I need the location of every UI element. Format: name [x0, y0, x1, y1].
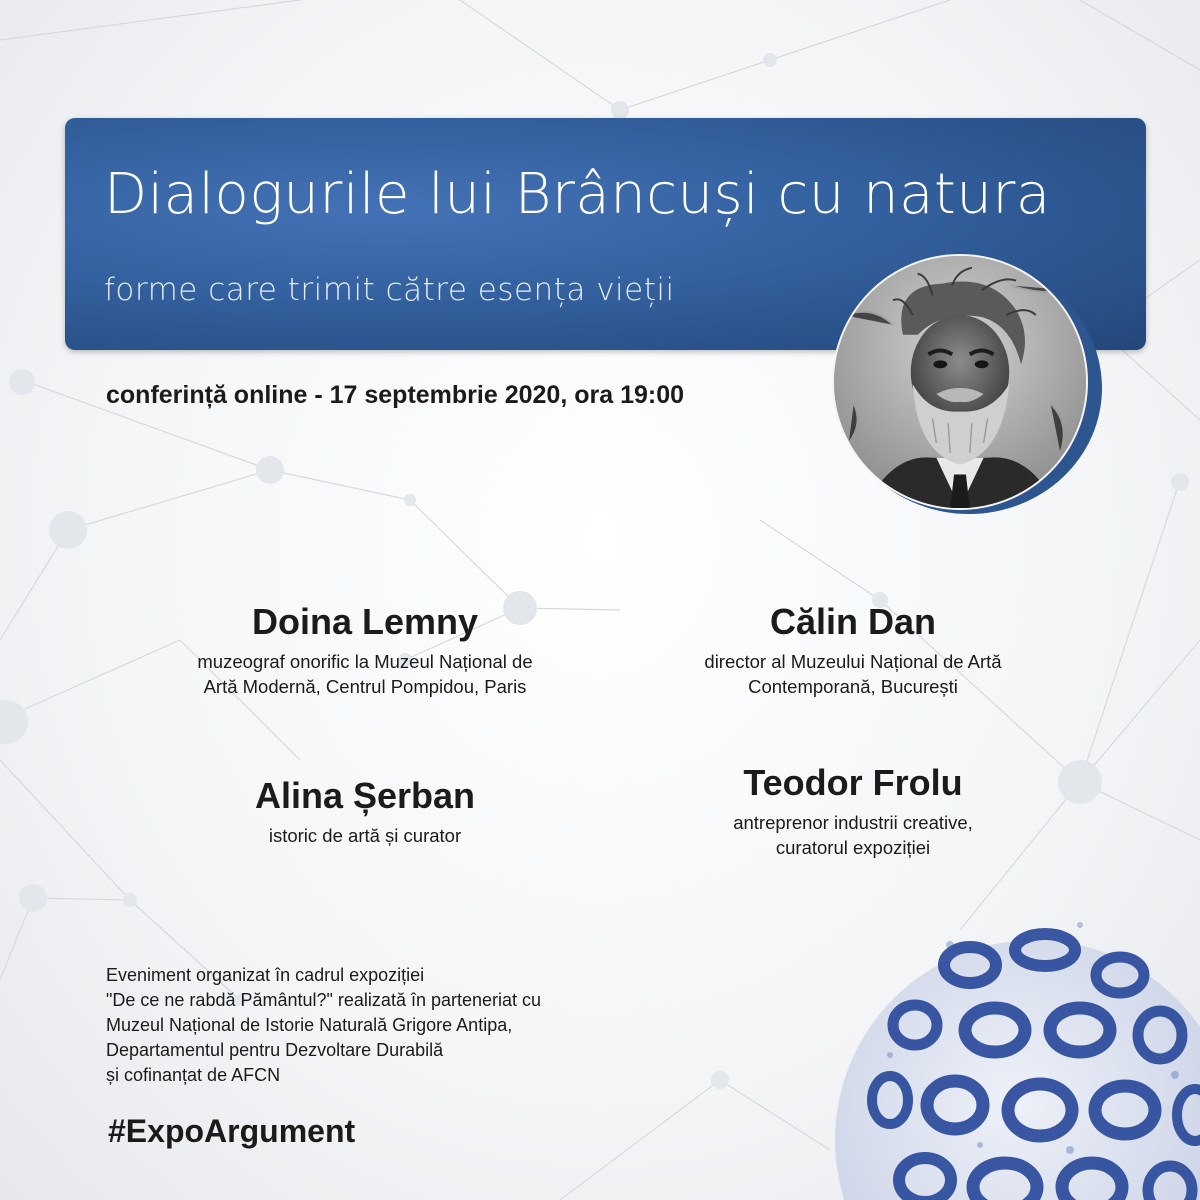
speaker-name: Teodor Frolu [743, 762, 963, 803]
speaker-card [628, 601, 1078, 699]
speaker-card [140, 775, 590, 848]
page-title: Dialogurile lui Brâncuși cu natura [104, 162, 1051, 227]
speaker-name: Alina Șerban [254, 775, 476, 816]
speaker-role-line: istoric de artă și curator [268, 825, 462, 846]
organizer-note-line: "De ce ne rabdă Pământul?" realizată în parteneriat cu [106, 990, 542, 1010]
speaker-role [628, 649, 1078, 699]
speaker-role-line: director al Muzeului Național de Artă [704, 651, 1002, 672]
speaker-role [140, 649, 590, 699]
event-date-line: conferință online - 17 septembrie 2020, ora 19:00 [106, 381, 685, 409]
organizer-note-line: Muzeul Național de Istorie Naturală Grigore Antipa, [106, 1015, 513, 1035]
speaker-card [140, 601, 590, 699]
speaker-role-line: curatorul expoziției [775, 837, 931, 858]
speaker-name: Doina Lemny [251, 601, 479, 642]
speaker-name: Călin Dan [769, 601, 937, 642]
portrait-illustration [834, 256, 1086, 508]
watercolor-globe-decoration [830, 905, 1200, 1200]
organizer-note-line: și cofinanțat de AFCN [106, 1065, 281, 1085]
page-subtitle: forme care trimit către esența vieții [104, 272, 675, 308]
portrait-photo [832, 254, 1088, 510]
speaker-role-line: muzeograf onorific la Muzeul Național de [197, 651, 533, 672]
organizer-note-line: Departamentul pentru Dezvoltare Durabilă [106, 1040, 444, 1060]
speaker-role-line: Contemporană, București [748, 676, 958, 697]
speaker-role [140, 823, 590, 848]
organizer-note [106, 963, 541, 1088]
speaker-role [628, 810, 1078, 860]
speaker-role-line: antreprenor industrii creative, [733, 812, 973, 833]
organizer-note-line: Eveniment organizat în cadrul expoziției [106, 965, 425, 985]
hashtag: #ExpoArgument [108, 1113, 356, 1149]
speaker-card [628, 762, 1078, 860]
speaker-role-line: Artă Modernă, Centrul Pompidou, Paris [203, 676, 527, 697]
